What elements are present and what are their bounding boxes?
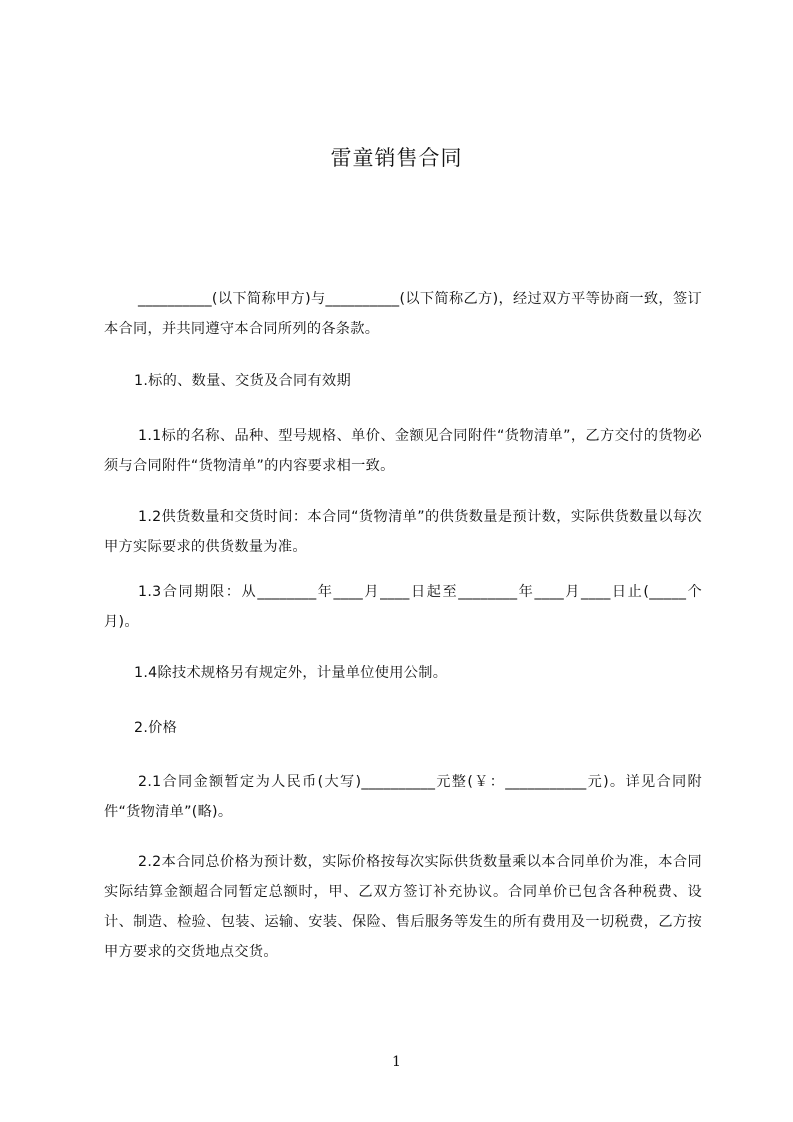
clause-2-1: 2.1合同金额暂定为人民币(大写)__________元整(￥：___________元)。详见合同附件“货物清单”(略)。 xyxy=(104,774,702,820)
clause-1-1: 1.1标的名称、品种、型号规格、单价、金额见合同附件“货物清单”，乙方交付的货物必须与合同附件“货物清单”的内容要求相一致。 xyxy=(104,428,702,474)
clause-1-3: 1.3合同期限：从________年____月____日起至________年____月____日止(_____个月)。 xyxy=(104,584,702,630)
paragraph-intro: __________(以下简称甲方)与__________(以下简称乙方)，经过双方平等协商一致，签订本合同，并共同遵守本合同所列的各条款。 xyxy=(104,291,702,337)
clause-2-2: 2.2本合同总价格为预计数，实际价格按每次实际供货数量乘以本合同单价为准，本合同实际结算金额超合同暂定总额时，甲、乙双方签订补充协议。合同单价已包含各种税费、设计、制造、检验、包装、运输、安装、保险、售后服务等发生的所有费用及一切税费，乙方按甲方要求的交货地点交货。 xyxy=(104,854,702,960)
section-heading-2: 2.价格 xyxy=(134,720,178,736)
document-title: 雷童销售合同 xyxy=(330,146,463,170)
clause-1-2: 1.2供货数量和交货时间：本合同“货物清单”的供货数量是预计数，实际供货数量以每次甲方实际要求的供货数量为准。 xyxy=(104,509,702,555)
clause-1-4: 1.4除技术规格另有规定外，计量单位使用公制。 xyxy=(134,665,448,681)
page-number: 1 xyxy=(392,1054,401,1070)
section-heading-1: 1.标的、数量、交货及合同有效期 xyxy=(134,373,351,389)
